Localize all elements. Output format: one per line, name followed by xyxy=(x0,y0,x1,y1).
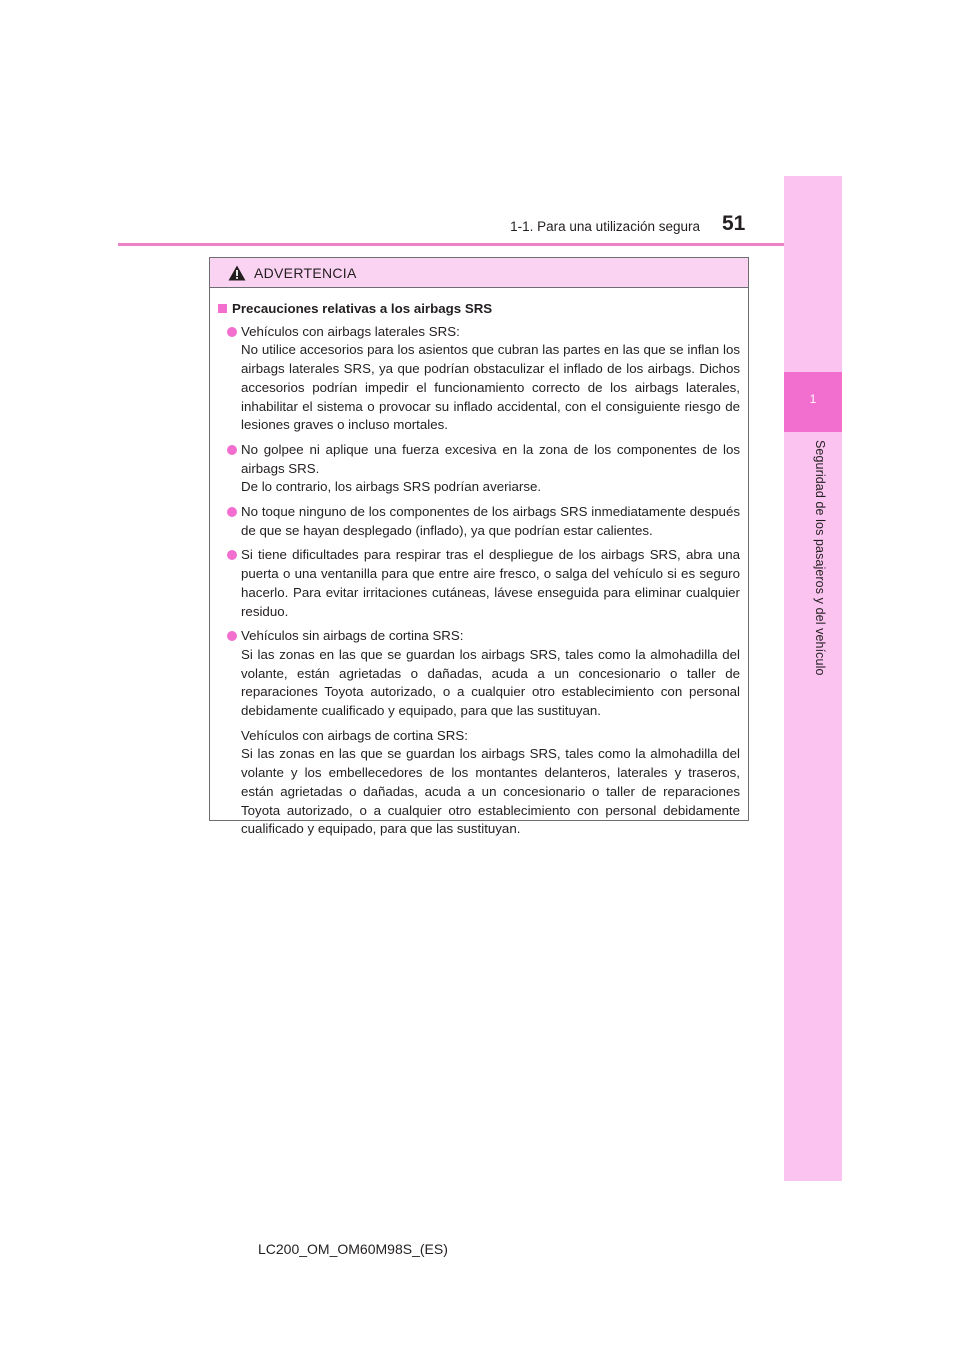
round-bullet-icon xyxy=(227,507,237,517)
round-bullet-icon xyxy=(227,445,237,455)
footer-code: LC200_OM_OM60M98S_(ES) xyxy=(258,1241,448,1257)
chapter-tab-number: 1 xyxy=(809,392,817,406)
list-item-lead: Vehículos con airbags laterales SRS: xyxy=(241,323,460,339)
round-bullet-icon xyxy=(227,550,237,560)
warning-triangle-icon xyxy=(228,265,246,281)
square-bullet-icon xyxy=(218,304,227,313)
warning-body xyxy=(210,288,748,839)
list-item-text: Si tiene dificultades para respirar tras el despliegue de los airbags SRS, abra una puerta o una ventanilla para que entre aire fresco, o salga del vehículo si es seguro hacerlo. Para evitar irritaciones cutáneas, lávese enseguida para eliminar cualquier residuo. xyxy=(241,547,740,619)
list-item xyxy=(218,627,740,721)
header-rule xyxy=(118,243,842,246)
continuation-paragraph xyxy=(218,727,740,839)
list-item-lead: No golpee ni aplique una fuerza excesiva en la zona de los componentes de los airbags SRS. xyxy=(241,441,740,476)
warning-title: ADVERTENCIA xyxy=(254,264,357,281)
chapter-tab-label: Seguridad de los pasajeros y del vehículo xyxy=(813,440,827,676)
topic-heading-text: Precauciones relativas a los airbags SRS xyxy=(232,301,493,316)
topic-heading xyxy=(218,300,740,319)
warning-header xyxy=(210,258,748,288)
round-bullet-icon xyxy=(227,631,237,641)
paragraph-text: Si las zonas en las que se guardan los airbags SRS, tales como la almohadilla del volante y los embellecedores de los montantes delanteros, laterales y traseros, están agrietadas o dañadas, acuda a un concesionario o taller de reparaciones Toyota autorizado, o a cualquier otro establecimiento con personal debidamente cualificado y equipado, para que las sustituyan. xyxy=(241,746,740,837)
warning-box xyxy=(209,257,749,837)
list-item xyxy=(218,323,740,435)
list-item xyxy=(218,546,740,621)
paragraph-lead: Vehículos con airbags de cortina SRS: xyxy=(241,727,468,743)
list-item-text: De lo contrario, los airbags SRS podrían averiarse. xyxy=(241,479,542,495)
list-item-text: No toque ninguno de los componentes de los airbags SRS inmediatamente después de que se hayan desplegado (inflado), ya que podrían estar calientes. xyxy=(241,504,740,538)
page-number: 51 xyxy=(722,212,746,235)
side-band xyxy=(784,176,842,1181)
list-item xyxy=(218,441,740,497)
list-item-text: Si las zonas en las que se guardan los airbags SRS, tales como la almohadilla del volante, están agrietadas o dañadas, acuda a un concesionario o taller de reparaciones Toyota autorizado, o a cualquier otro establecimiento con personal debidamente cualificado y equipado, para que las sustituyan. xyxy=(241,646,740,719)
round-bullet-icon xyxy=(227,327,237,337)
list-item xyxy=(218,503,740,540)
running-header-section: 1-1. Para una utilización segura xyxy=(510,219,700,234)
list-item-lead: Vehículos sin airbags de cortina SRS: xyxy=(241,628,464,644)
list-item-text: No utilice accesorios para los asientos que cubran las partes en las que se inflan los airbags laterales SRS, ya que podrían obstaculizar el inflado de los airbags. Dichos accesorios podrían impedir el funcionamiento correcto de los airbags laterales, inhabilitar el sistema o provocar su inflado accidental, con el consiguiente riesgo de lesiones graves o incluso mortales. xyxy=(241,342,740,433)
